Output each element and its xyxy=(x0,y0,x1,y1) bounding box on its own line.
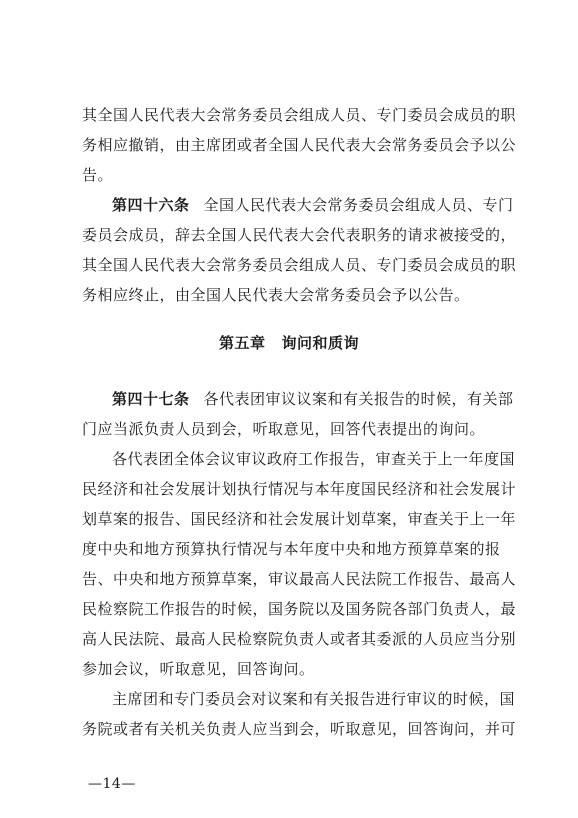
paragraph-article-46 xyxy=(82,190,517,310)
text-line: 务相应撤销，由主席团或者全国人民代表大会常务委员会予以公 xyxy=(82,136,517,154)
text-line: 告。 xyxy=(82,166,114,184)
text-line: 划草案的报告、国民经济和社会发展计划草案，审查关于上一年 xyxy=(82,510,517,528)
article-text: 全国人民代表大会常务委员会组成人员、专门 xyxy=(203,196,514,214)
text-line: 高人民法院、最高人民检察院负责人或者其委派的人员应当分别 xyxy=(82,630,517,648)
text-line: 度中央和地方预算执行情况与本年度中央和地方预算草案的报 xyxy=(82,540,501,558)
text-line: 务相应终止，由全国人民代表大会常务委员会予以公告。 xyxy=(82,286,470,304)
text-line: 民经济和社会发展计划执行情况与本年度国民经济和社会发展计 xyxy=(82,480,517,498)
article-number: 第四十六条 xyxy=(112,196,190,214)
text-line: 参加会议，听取意见，回答询问。 xyxy=(82,660,315,678)
paragraph-article-47 xyxy=(82,384,514,444)
chapter-title: 询问和质询 xyxy=(281,334,360,352)
article-text: 各代表团审议议案和有关报告的时候，有关部 xyxy=(203,390,514,408)
chapter-number: 第五章 xyxy=(218,334,266,352)
text-line: 各代表团全体会议审议政府工作报告，审查关于上一年度国 xyxy=(112,450,516,468)
text-line: 委员会成员，辞去全国人民代表大会代表职务的请求被接受的， xyxy=(82,226,517,244)
paragraph-body xyxy=(82,684,517,744)
text-line: 其全国人民代表大会常务委员会组成人员、专门委员会成员的职 xyxy=(82,106,517,124)
page-number: —14— xyxy=(88,776,136,792)
text-line: 务院或者有关机关负责人应当到会，听取意见，回答询问，并可 xyxy=(82,720,517,738)
text-line xyxy=(82,190,514,220)
text-line xyxy=(82,384,514,414)
text-line: 民检察院工作报告的时候，国务院以及国务院各部门负责人，最 xyxy=(82,600,517,618)
text-line: 告、中央和地方预算草案，审议最高人民法院工作报告、最高人 xyxy=(82,570,517,588)
paragraph-body xyxy=(82,444,517,684)
text-line: 其全国人民代表大会常务委员会组成人员、专门委员会成员的职 xyxy=(82,256,517,274)
text-line: 门应当派负责人员到会，听取意见，回答代表提出的询问。 xyxy=(82,420,486,438)
chapter-heading xyxy=(0,328,578,358)
paragraph-continuation xyxy=(82,100,517,190)
text-line: 主席团和专门委员会对议案和有关报告进行审议的时候，国 xyxy=(112,690,516,708)
article-number: 第四十七条 xyxy=(112,390,190,408)
